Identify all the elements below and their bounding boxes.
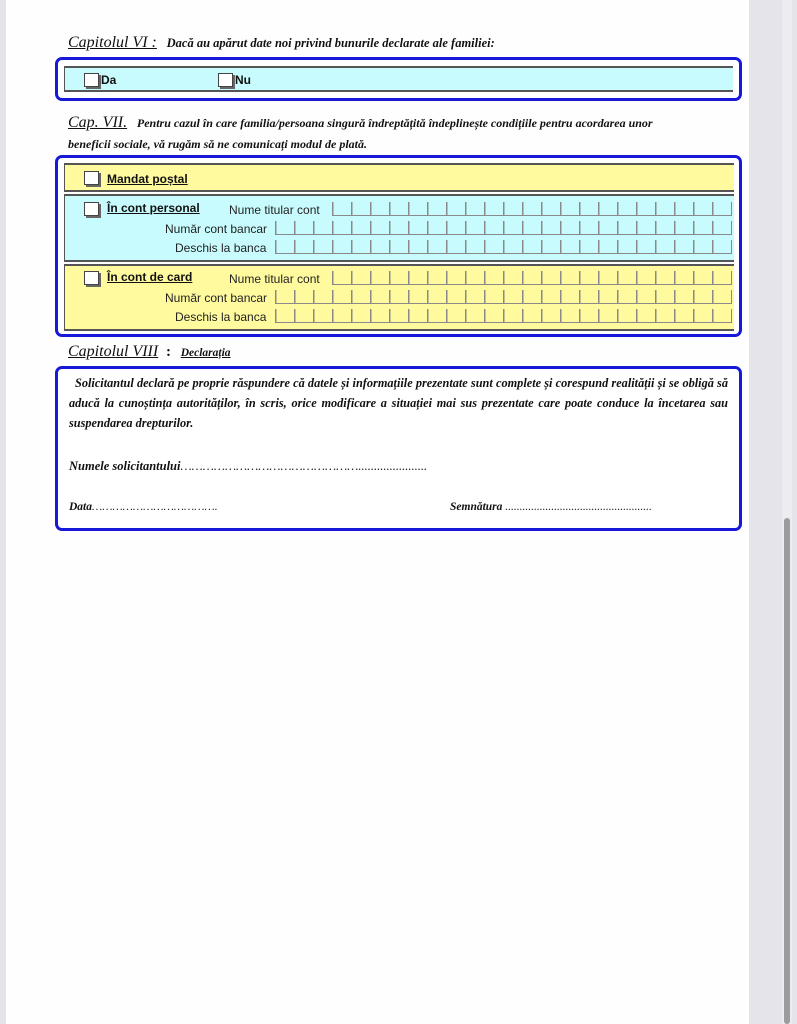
cont-personal-numar-input[interactable]: [275, 221, 732, 235]
chapter-8-label: Capitolul VIII: [68, 343, 159, 360]
cont-personal-banca-input[interactable]: [275, 240, 732, 254]
chapter-7-description-line2: beneficii sociale, vă rugăm să ne comunicați modul de plată.: [68, 137, 367, 151]
cont-card-nume-input[interactable]: [332, 271, 732, 285]
checkbox-cont-card[interactable]: [84, 271, 99, 285]
checkbox-da[interactable]: [84, 73, 99, 87]
chapter-6-band: [64, 66, 733, 92]
chapter-8-box: [55, 366, 742, 531]
chapter-6-box: [55, 57, 742, 101]
checkbox-cont-personal[interactable]: [84, 202, 99, 216]
mandat-postal-band: [64, 163, 734, 192]
cont-personal-band: [64, 194, 734, 262]
chapter-6-label: Capitolul VI :: [68, 34, 157, 51]
cont-card-numar-label: Număr cont bancar: [165, 291, 268, 305]
signature-label: Semnătura: [450, 501, 503, 513]
checkbox-mandat-postal[interactable]: [84, 171, 99, 185]
chapter-7-heading: [68, 112, 738, 155]
document-page: [6, 0, 749, 1024]
cont-card-band: [64, 264, 734, 331]
cont-personal-nume-label: Nume titular cont: [229, 203, 320, 217]
chapter-7-box: [55, 155, 742, 337]
date-label: Data: [69, 501, 92, 513]
checkbox-nu-label: Nu: [235, 73, 251, 87]
date-line: [69, 501, 218, 513]
checkbox-da-label: Da: [101, 73, 117, 87]
chapter-8-description: Declarația: [180, 347, 231, 359]
chapter-7-label: Cap. VII.: [68, 114, 128, 131]
mandat-postal-label: Mandat poștal: [107, 172, 188, 186]
cont-card-banca-label: Deschis la banca: [175, 310, 267, 324]
cont-card-banca-input[interactable]: [275, 309, 732, 323]
checkbox-nu[interactable]: [218, 73, 233, 87]
chapter-6-description: Dacă au apărut date noi privind bunurile declarate ale familiei:: [166, 36, 495, 50]
cont-personal-numar-label: Număr cont bancar: [165, 222, 268, 236]
chapter-8-heading: [68, 343, 231, 361]
signature-field[interactable]: ...................................................: [505, 501, 652, 513]
declaration-statement: Solicitantul declară pe proprie răspundere că datele și informațiile prezentate sunt complete și corespund realității și se obligă să aducă la cunoștința autorităților, în scris, orice modificare a situației mai sus prezentate care poate conduce la încetarea sau suspendarea drepturilor.: [69, 376, 728, 430]
chapter-8-separator: :: [165, 344, 171, 360]
date-field[interactable]: ……………………………….: [92, 501, 218, 513]
cont-personal-label: În cont personal: [107, 201, 200, 215]
cont-card-nume-label: Nume titular cont: [229, 272, 320, 286]
applicant-name-field[interactable]: …………………………………………......................: [180, 459, 428, 473]
cont-card-numar-input[interactable]: [275, 290, 732, 304]
applicant-name-label: Numele solicitantului: [69, 459, 181, 473]
cont-personal-banca-label: Deschis la banca: [175, 241, 267, 255]
signature-line: [450, 501, 652, 513]
scrollbar-thumb[interactable]: [784, 518, 790, 1024]
chapter-7-description-line1: Pentru cazul în care familia/persoana singură îndreptățită îndeplinește condițiile pentru acordarea unor: [136, 116, 653, 130]
chapter-6-heading: [68, 34, 495, 52]
cont-card-label: În cont de card: [107, 270, 193, 284]
cont-personal-nume-input[interactable]: [332, 202, 732, 216]
applicant-name-line: [69, 459, 427, 474]
